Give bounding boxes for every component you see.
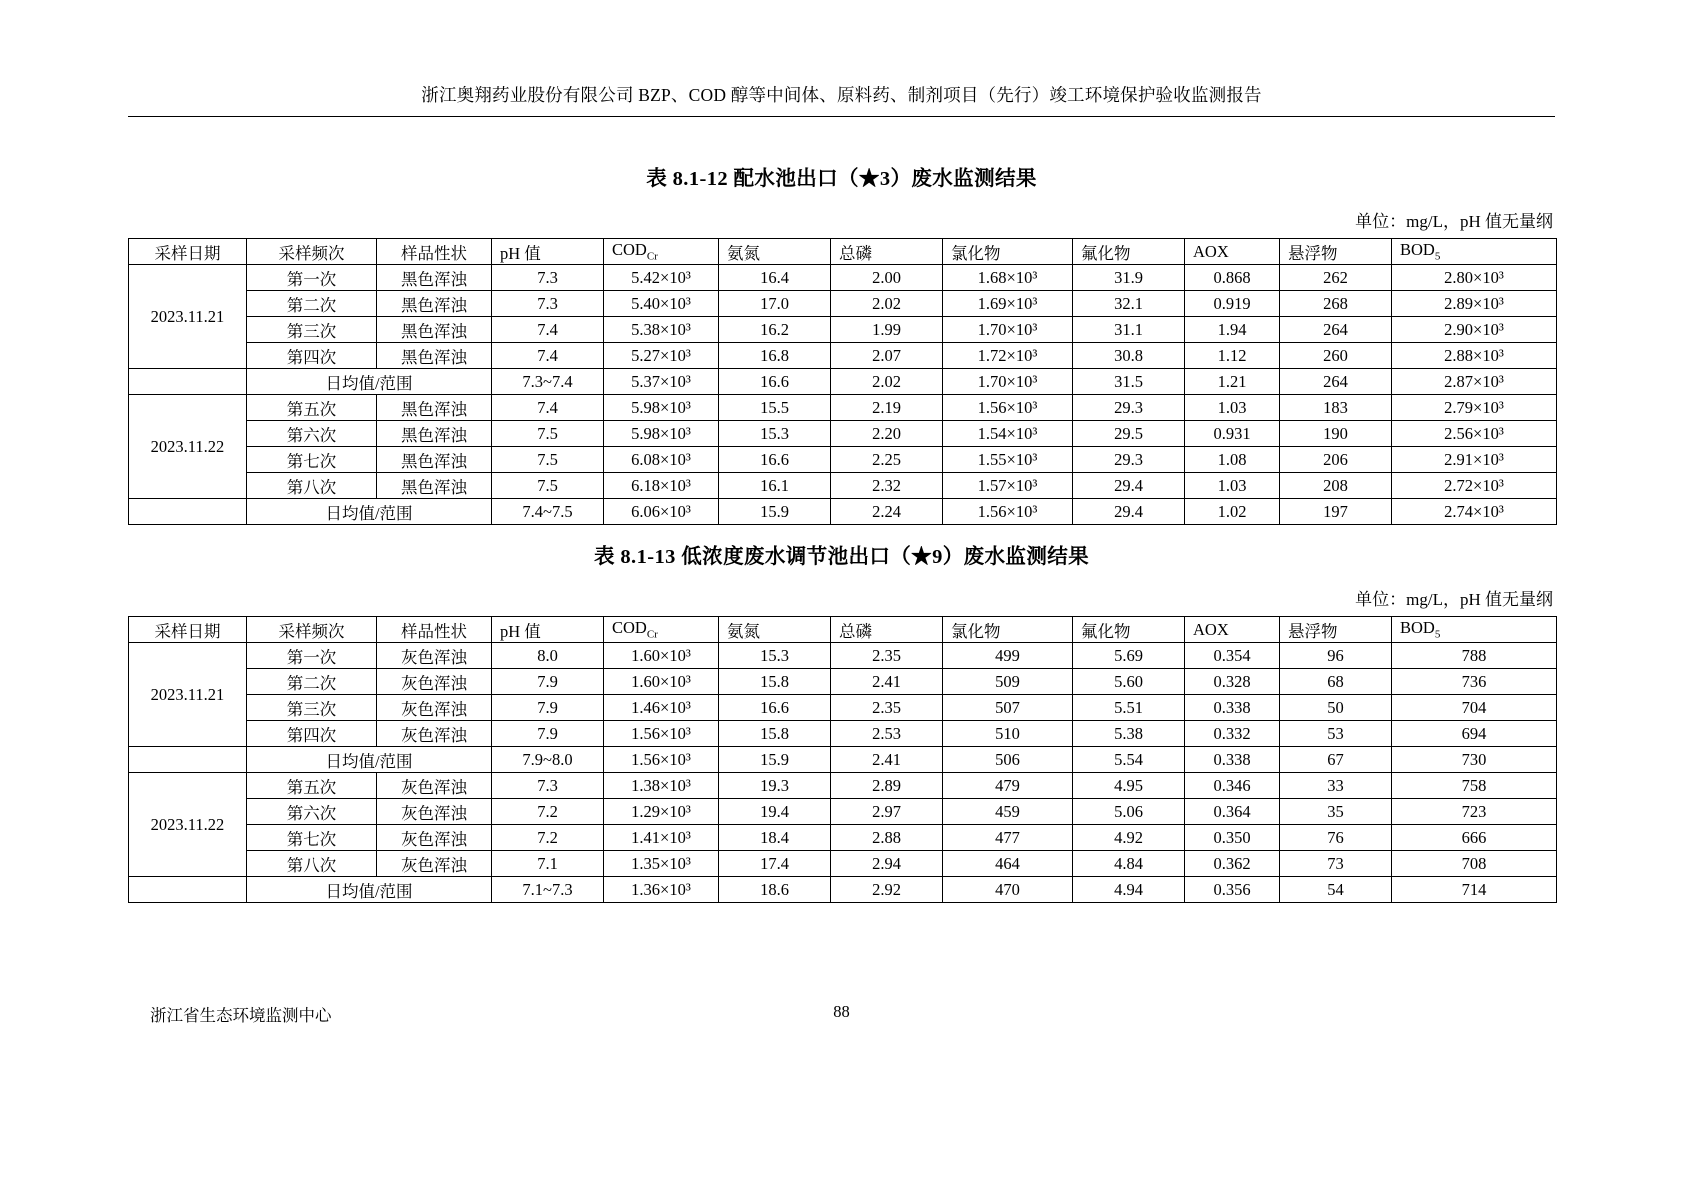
cell-ammonia: 15.3 (719, 643, 831, 669)
cell-ammonia: 15.9 (719, 499, 831, 525)
cell-cod: 6.08×10³ (604, 447, 719, 473)
cell-chloride: 459 (943, 799, 1073, 825)
cell-ss: 197 (1280, 499, 1392, 525)
cell-chloride: 1.72×10³ (943, 343, 1073, 369)
cell-phosphorus: 2.07 (831, 343, 943, 369)
cell-aox: 1.02 (1185, 499, 1280, 525)
cell-cod: 6.18×10³ (604, 473, 719, 499)
cell-ammonia: 16.6 (719, 369, 831, 395)
footer-organization: 浙江省生态环境监测中心 (150, 1006, 332, 1025)
cell-chloride: 507 (943, 695, 1073, 721)
cell-appearance: 灰色浑浊 (377, 851, 492, 877)
cell-appearance: 灰色浑浊 (377, 669, 492, 695)
table-row (129, 643, 1557, 669)
cell-frequency: 第五次 (247, 773, 377, 799)
cell-aox: 0.931 (1185, 421, 1280, 447)
cell-aox: 0.919 (1185, 291, 1280, 317)
cell-ss: 73 (1280, 851, 1392, 877)
cell-phosphorus: 2.94 (831, 851, 943, 877)
cell-fluoride: 4.92 (1073, 825, 1185, 851)
cell-fluoride: 5.06 (1073, 799, 1185, 825)
cell-appearance: 灰色浑浊 (377, 799, 492, 825)
cell-ph: 8.0 (492, 643, 604, 669)
cell-bod: 2.80×10³ (1392, 265, 1557, 291)
cell-date: 2023.11.22 (129, 395, 247, 499)
cell-appearance: 黑色浑浊 (377, 343, 492, 369)
cell-fluoride: 5.38 (1073, 721, 1185, 747)
cell-frequency: 第四次 (247, 721, 377, 747)
cell-ammonia: 16.4 (719, 265, 831, 291)
cell-ss: 260 (1280, 343, 1392, 369)
cell-aox: 0.362 (1185, 851, 1280, 877)
cell-ammonia: 15.9 (719, 747, 831, 773)
cell-cod: 1.38×10³ (604, 773, 719, 799)
cell-ss: 183 (1280, 395, 1392, 421)
table-row (129, 851, 1557, 877)
col-header-bod: $BOD_5$ (1392, 617, 1557, 643)
table-1-body (129, 265, 1557, 525)
cell-cod: 5.98×10³ (604, 421, 719, 447)
cell-frequency: 第八次 (247, 473, 377, 499)
cell-fluoride: 31.9 (1073, 265, 1185, 291)
cell-ph: 7.9~8.0 (492, 747, 604, 773)
cell-aox: 0.350 (1185, 825, 1280, 851)
cell-chloride: 506 (943, 747, 1073, 773)
col-header-phosphorus: 总磷 (831, 239, 943, 265)
cell-aox: 0.356 (1185, 877, 1280, 903)
table-row (129, 721, 1557, 747)
cell-cod: 1.29×10³ (604, 799, 719, 825)
col-header-aox: AOX (1185, 239, 1280, 265)
cell-ss: 96 (1280, 643, 1392, 669)
cell-ammonia: 16.8 (719, 343, 831, 369)
cell-chloride: 1.70×10³ (943, 317, 1073, 343)
table-1-title: 表 8.1-12 配水池出口（★3）废水监测结果 (646, 168, 1037, 190)
cell-bod: 666 (1392, 825, 1557, 851)
cell-aox: 1.03 (1185, 395, 1280, 421)
cell-ammonia: 19.4 (719, 799, 831, 825)
table-1-unit: 单位：mg/L，pH 值无量纲 (1355, 212, 1553, 231)
table-row (129, 265, 1557, 291)
cell-bod: 2.79×10³ (1392, 395, 1557, 421)
cell-ph: 7.4~7.5 (492, 499, 604, 525)
cell-phosphorus: 2.97 (831, 799, 943, 825)
table-1 (128, 238, 1557, 525)
cell-ammonia: 16.1 (719, 473, 831, 499)
col-header-ammonia: 氨氮 (719, 617, 831, 643)
cell-bod: 714 (1392, 877, 1557, 903)
page-header: 浙江奥翔药业股份有限公司 BZP、COD 醇等中间体、原料药、制剂项目（先行）竣工环境保护验收监测报告 (421, 85, 1262, 105)
cell-date (129, 499, 247, 525)
table-row (129, 825, 1557, 851)
cell-ss: 50 (1280, 695, 1392, 721)
cell-frequency: 第一次 (247, 643, 377, 669)
cell-date: 2023.11.22 (129, 773, 247, 877)
cell-ph: 7.2 (492, 825, 604, 851)
cell-aox: 0.354 (1185, 643, 1280, 669)
table-1-header-row (129, 239, 1557, 265)
cell-chloride: 499 (943, 643, 1073, 669)
cell-ammonia: 17.4 (719, 851, 831, 877)
cell-aox: 0.868 (1185, 265, 1280, 291)
cell-fluoride: 5.54 (1073, 747, 1185, 773)
table-2-unit: 单位：mg/L，pH 值无量纲 (1355, 590, 1553, 609)
col-header-appearance: 样品性状 (377, 617, 492, 643)
cell-chloride: 509 (943, 669, 1073, 695)
cell-bod: 2.56×10³ (1392, 421, 1557, 447)
col-header-bod: $BOD_5$ (1392, 239, 1557, 265)
col-header-ph: pH 值 (492, 617, 604, 643)
cell-ammonia: 18.6 (719, 877, 831, 903)
col-header-ph: pH 值 (492, 239, 604, 265)
cell-cod: 5.98×10³ (604, 395, 719, 421)
cell-ss: 68 (1280, 669, 1392, 695)
cell-fluoride: 29.3 (1073, 447, 1185, 473)
col-header-frequency: 采样频次 (247, 239, 377, 265)
cell-frequency: 日均值/范围 (247, 877, 492, 903)
cell-appearance: 灰色浑浊 (377, 643, 492, 669)
cell-ss: 35 (1280, 799, 1392, 825)
cell-frequency: 第二次 (247, 669, 377, 695)
cell-phosphorus: 2.20 (831, 421, 943, 447)
cell-ph: 7.5 (492, 447, 604, 473)
cell-fluoride: 4.94 (1073, 877, 1185, 903)
cell-phosphorus: 2.53 (831, 721, 943, 747)
table-row (129, 291, 1557, 317)
cell-ss: 208 (1280, 473, 1392, 499)
cell-fluoride: 29.4 (1073, 499, 1185, 525)
cell-cod: 1.56×10³ (604, 721, 719, 747)
cell-frequency: 第一次 (247, 265, 377, 291)
table-2-title: 表 8.1-13 低浓度废水调节池出口（★9）废水监测结果 (593, 546, 1090, 568)
cell-phosphorus: 2.35 (831, 643, 943, 669)
cell-aox: 0.328 (1185, 669, 1280, 695)
cell-ammonia: 19.3 (719, 773, 831, 799)
cell-fluoride: 31.5 (1073, 369, 1185, 395)
cell-date (129, 369, 247, 395)
cell-cod: 6.06×10³ (604, 499, 719, 525)
col-header-cod: $COD_{Cr}$ (604, 617, 719, 643)
cell-chloride: 470 (943, 877, 1073, 903)
cell-frequency: 第五次 (247, 395, 377, 421)
cell-fluoride: 5.60 (1073, 669, 1185, 695)
cell-cod: 1.36×10³ (604, 877, 719, 903)
cell-date: 2023.11.21 (129, 643, 247, 747)
cell-ph: 7.1 (492, 851, 604, 877)
cell-ammonia: 18.4 (719, 825, 831, 851)
cell-cod: 1.56×10³ (604, 747, 719, 773)
cell-fluoride: 29.5 (1073, 421, 1185, 447)
cell-ph: 7.5 (492, 421, 604, 447)
cell-cod: 5.40×10³ (604, 291, 719, 317)
cell-ph: 7.3~7.4 (492, 369, 604, 395)
cell-chloride: 510 (943, 721, 1073, 747)
table-row (129, 447, 1557, 473)
table-row (129, 395, 1557, 421)
cell-chloride: 1.54×10³ (943, 421, 1073, 447)
cell-frequency: 日均值/范围 (247, 369, 492, 395)
table-2 (128, 616, 1557, 903)
cell-appearance: 灰色浑浊 (377, 773, 492, 799)
cell-chloride: 1.56×10³ (943, 499, 1073, 525)
cell-ss: 264 (1280, 317, 1392, 343)
cell-ph: 7.9 (492, 721, 604, 747)
table-2-body (129, 643, 1557, 903)
table-row-average (129, 877, 1557, 903)
cell-fluoride: 29.4 (1073, 473, 1185, 499)
cell-frequency: 第七次 (247, 825, 377, 851)
cell-fluoride: 32.1 (1073, 291, 1185, 317)
table-row (129, 421, 1557, 447)
cell-chloride: 477 (943, 825, 1073, 851)
cell-phosphorus: 2.92 (831, 877, 943, 903)
table-row (129, 317, 1557, 343)
cell-cod: 5.37×10³ (604, 369, 719, 395)
cell-phosphorus: 2.89 (831, 773, 943, 799)
cell-date: 2023.11.21 (129, 265, 247, 369)
cell-phosphorus: 2.41 (831, 669, 943, 695)
cell-frequency: 第六次 (247, 799, 377, 825)
table-row (129, 799, 1557, 825)
cell-ammonia: 15.3 (719, 421, 831, 447)
cell-frequency: 日均值/范围 (247, 499, 492, 525)
cell-bod: 2.87×10³ (1392, 369, 1557, 395)
cell-ss: 262 (1280, 265, 1392, 291)
table-row (129, 669, 1557, 695)
cell-bod: 2.91×10³ (1392, 447, 1557, 473)
cell-bod: 2.89×10³ (1392, 291, 1557, 317)
cell-chloride: 1.69×10³ (943, 291, 1073, 317)
table-2-header-row (129, 617, 1557, 643)
col-header-fluoride: 氟化物 (1073, 239, 1185, 265)
cell-ss: 53 (1280, 721, 1392, 747)
cell-fluoride: 5.69 (1073, 643, 1185, 669)
cell-ph: 7.2 (492, 799, 604, 825)
cell-phosphorus: 2.02 (831, 291, 943, 317)
col-header-aox: AOX (1185, 617, 1280, 643)
cell-chloride: 1.57×10³ (943, 473, 1073, 499)
cell-cod: 1.41×10³ (604, 825, 719, 851)
cell-phosphorus: 2.24 (831, 499, 943, 525)
col-header-date: 采样日期 (129, 239, 247, 265)
cell-ss: 190 (1280, 421, 1392, 447)
header-divider (128, 116, 1555, 117)
cell-cod: 1.60×10³ (604, 643, 719, 669)
cell-ss: 33 (1280, 773, 1392, 799)
cell-phosphorus: 2.00 (831, 265, 943, 291)
cell-cod: 1.46×10³ (604, 695, 719, 721)
cell-bod: 788 (1392, 643, 1557, 669)
cell-appearance: 灰色浑浊 (377, 721, 492, 747)
cell-cod: 5.38×10³ (604, 317, 719, 343)
cell-ph: 7.3 (492, 773, 604, 799)
cell-phosphorus: 2.35 (831, 695, 943, 721)
cell-ph: 7.9 (492, 669, 604, 695)
cell-aox: 0.338 (1185, 747, 1280, 773)
cell-frequency: 第六次 (247, 421, 377, 447)
cell-ammonia: 15.8 (719, 721, 831, 747)
cell-ph: 7.5 (492, 473, 604, 499)
cell-ss: 264 (1280, 369, 1392, 395)
cell-bod: 2.90×10³ (1392, 317, 1557, 343)
cell-chloride: 1.68×10³ (943, 265, 1073, 291)
cell-phosphorus: 2.41 (831, 747, 943, 773)
table-row-average (129, 499, 1557, 525)
cell-chloride: 1.56×10³ (943, 395, 1073, 421)
col-header-ss: 悬浮物 (1280, 617, 1392, 643)
cell-frequency: 第二次 (247, 291, 377, 317)
cell-date (129, 747, 247, 773)
cell-chloride: 1.70×10³ (943, 369, 1073, 395)
cell-fluoride: 30.8 (1073, 343, 1185, 369)
col-header-chloride: 氯化物 (943, 239, 1073, 265)
cell-ammonia: 15.5 (719, 395, 831, 421)
table-row (129, 695, 1557, 721)
cell-bod: 2.88×10³ (1392, 343, 1557, 369)
col-header-phosphorus: 总磷 (831, 617, 943, 643)
cell-frequency: 第三次 (247, 695, 377, 721)
cell-appearance: 黑色浑浊 (377, 473, 492, 499)
col-header-ss: 悬浮物 (1280, 239, 1392, 265)
cell-appearance: 灰色浑浊 (377, 825, 492, 851)
cell-phosphorus: 2.02 (831, 369, 943, 395)
cell-aox: 0.364 (1185, 799, 1280, 825)
cell-bod: 708 (1392, 851, 1557, 877)
cell-aox: 1.94 (1185, 317, 1280, 343)
cell-ss: 76 (1280, 825, 1392, 851)
cell-ammonia: 15.8 (719, 669, 831, 695)
col-header-date: 采样日期 (129, 617, 247, 643)
col-header-chloride: 氯化物 (943, 617, 1073, 643)
table-row (129, 343, 1557, 369)
cell-bod: 2.74×10³ (1392, 499, 1557, 525)
cell-phosphorus: 2.88 (831, 825, 943, 851)
cell-ss: 54 (1280, 877, 1392, 903)
cell-ammonia: 16.6 (719, 695, 831, 721)
page-footer (128, 1002, 1555, 1025)
cell-frequency: 第七次 (247, 447, 377, 473)
cell-ss: 67 (1280, 747, 1392, 773)
cell-fluoride: 4.84 (1073, 851, 1185, 877)
col-header-frequency: 采样频次 (247, 617, 377, 643)
cell-appearance: 黑色浑浊 (377, 395, 492, 421)
cell-fluoride: 5.51 (1073, 695, 1185, 721)
cell-ph: 7.1~7.3 (492, 877, 604, 903)
cell-phosphorus: 2.19 (831, 395, 943, 421)
cell-frequency: 第三次 (247, 317, 377, 343)
cell-ss: 268 (1280, 291, 1392, 317)
cell-phosphorus: 2.25 (831, 447, 943, 473)
cell-bod: 694 (1392, 721, 1557, 747)
table-row (129, 773, 1557, 799)
cell-bod: 736 (1392, 669, 1557, 695)
cell-ammonia: 17.0 (719, 291, 831, 317)
cell-appearance: 黑色浑浊 (377, 447, 492, 473)
cell-bod: 704 (1392, 695, 1557, 721)
cell-phosphorus: 2.32 (831, 473, 943, 499)
cell-aox: 1.21 (1185, 369, 1280, 395)
cell-cod: 1.60×10³ (604, 669, 719, 695)
table-row-average (129, 747, 1557, 773)
table-row-average (129, 369, 1557, 395)
table-row (129, 473, 1557, 499)
cell-frequency: 第四次 (247, 343, 377, 369)
cell-ammonia: 16.2 (719, 317, 831, 343)
cell-appearance: 黑色浑浊 (377, 291, 492, 317)
cell-ph: 7.9 (492, 695, 604, 721)
cell-ph: 7.3 (492, 291, 604, 317)
cell-aox: 1.08 (1185, 447, 1280, 473)
cell-cod: 1.35×10³ (604, 851, 719, 877)
cell-aox: 1.12 (1185, 343, 1280, 369)
cell-ammonia: 16.6 (719, 447, 831, 473)
cell-ph: 7.3 (492, 265, 604, 291)
col-header-cod: $COD_{Cr}$ (604, 239, 719, 265)
cell-aox: 0.346 (1185, 773, 1280, 799)
col-header-fluoride: 氟化物 (1073, 617, 1185, 643)
cell-chloride: 1.55×10³ (943, 447, 1073, 473)
cell-appearance: 黑色浑浊 (377, 317, 492, 343)
cell-chloride: 479 (943, 773, 1073, 799)
cell-bod: 758 (1392, 773, 1557, 799)
cell-cod: 5.27×10³ (604, 343, 719, 369)
cell-aox: 0.332 (1185, 721, 1280, 747)
cell-cod: 5.42×10³ (604, 265, 719, 291)
cell-phosphorus: 1.99 (831, 317, 943, 343)
cell-frequency: 日均值/范围 (247, 747, 492, 773)
page-number: 88 (833, 1002, 850, 1021)
cell-date (129, 877, 247, 903)
cell-fluoride: 31.1 (1073, 317, 1185, 343)
cell-ph: 7.4 (492, 395, 604, 421)
col-header-appearance: 样品性状 (377, 239, 492, 265)
cell-aox: 1.03 (1185, 473, 1280, 499)
cell-bod: 730 (1392, 747, 1557, 773)
cell-bod: 2.72×10³ (1392, 473, 1557, 499)
col-header-ammonia: 氨氮 (719, 239, 831, 265)
cell-appearance: 黑色浑浊 (377, 421, 492, 447)
cell-fluoride: 29.3 (1073, 395, 1185, 421)
cell-frequency: 第八次 (247, 851, 377, 877)
cell-ph: 7.4 (492, 343, 604, 369)
cell-aox: 0.338 (1185, 695, 1280, 721)
cell-appearance: 灰色浑浊 (377, 695, 492, 721)
cell-bod: 723 (1392, 799, 1557, 825)
cell-ph: 7.4 (492, 317, 604, 343)
cell-ss: 206 (1280, 447, 1392, 473)
cell-fluoride: 4.95 (1073, 773, 1185, 799)
cell-appearance: 黑色浑浊 (377, 265, 492, 291)
cell-chloride: 464 (943, 851, 1073, 877)
